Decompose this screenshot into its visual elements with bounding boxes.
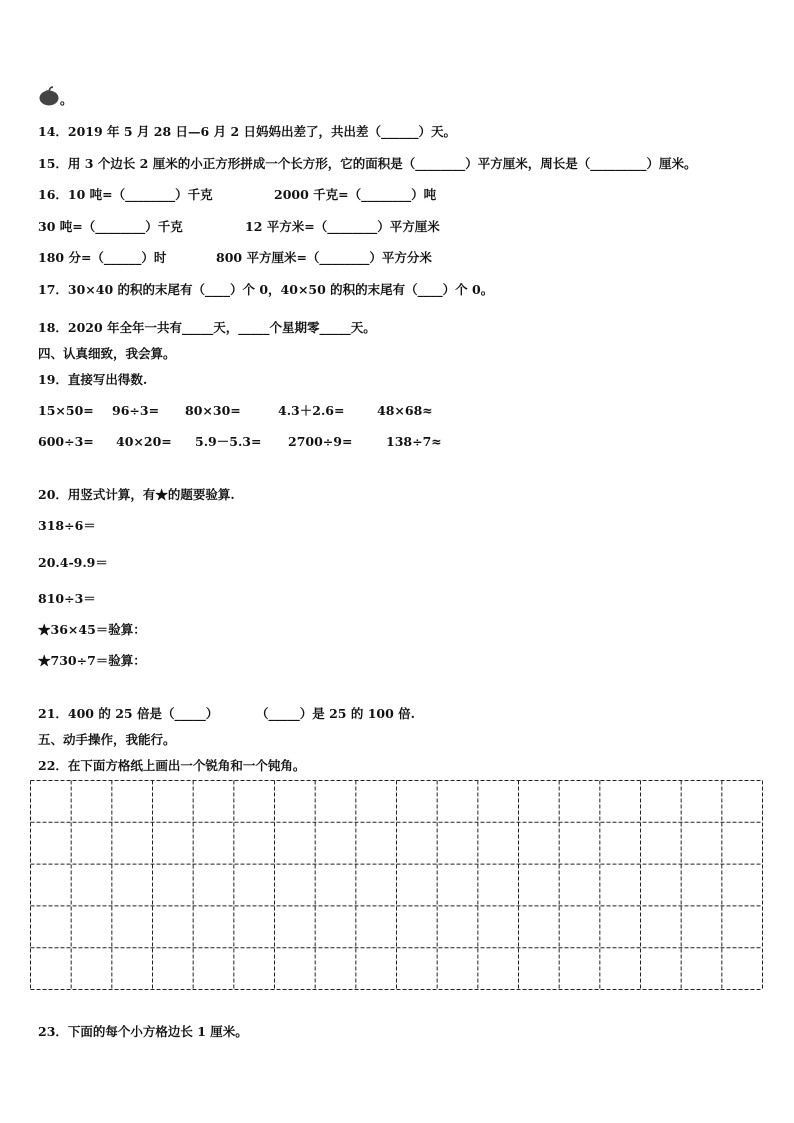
q16-item-5: 180 分=（______）时 xyxy=(38,250,167,265)
question-19-title: 19．直接写出得数. xyxy=(38,372,148,387)
q19-calc: 15×50= xyxy=(38,403,94,418)
q19-calc: 138÷7≈ xyxy=(386,434,442,449)
q20-item: 810÷3＝ xyxy=(38,591,96,606)
q19-calc: 40×20= xyxy=(116,434,172,449)
question-14: 14．2019 年 5 月 28 日—6 月 2 日妈妈出差了，共出差（______）天。 xyxy=(38,124,456,139)
question-21-left: 21．400 的 25 倍是（_____） xyxy=(38,706,219,721)
q19-calc: 4.3＋2.6= xyxy=(278,403,345,418)
q20-item: ★36×45＝验算： xyxy=(38,622,146,637)
question-17: 17．30×40 的积的末尾有（____）个 0，40×50 的积的末尾有（____）个 0。 xyxy=(38,282,494,297)
q16-item-4: 12 平方米=（________）平方厘米 xyxy=(245,219,440,234)
question-21-right: （_____）是 25 的 100 倍. xyxy=(256,706,415,721)
q20-item: 20.4-9.9＝ xyxy=(38,555,108,570)
q20-item: 318÷6＝ xyxy=(38,518,96,533)
q19-calc: 5.9－5.3= xyxy=(195,434,262,449)
q16-item-3: 30 吨=（________）千克 xyxy=(38,219,183,234)
q19-calc: 80×30= xyxy=(185,403,241,418)
question-23: 23．下面的每个小方格边长 1 厘米。 xyxy=(38,1024,248,1039)
intro-text: 。 xyxy=(60,92,73,107)
q19-calc: 2700÷9= xyxy=(288,434,353,449)
question-15: 15．用 3 个边长 2 厘米的小正方形拼成一个长方形，它的面积是（________）平方厘米，周长是（_________）厘米。 xyxy=(38,156,697,171)
q19-calc: 48×68≈ xyxy=(377,403,433,418)
section-4-heading: 四、认真细致，我会算。 xyxy=(38,346,176,361)
q16-item-2: 2000 千克=（________）吨 xyxy=(274,187,437,202)
apple-icon xyxy=(38,86,60,106)
question-18: 18．2020 年全年一共有_____天，_____个星期零_____天。 xyxy=(38,320,376,335)
q19-calc: 96÷3= xyxy=(112,403,160,418)
dashed-grid-paper[interactable] xyxy=(30,780,763,990)
question-20-title: 20．用竖式计算，有★的题要验算. xyxy=(38,487,235,502)
q16-item-6: 800 平方厘米=（________）平方分米 xyxy=(216,250,432,265)
section-5-heading: 五、动手操作，我能行。 xyxy=(38,732,176,747)
question-22: 22．在下面方格纸上画出一个锐角和一个钝角。 xyxy=(38,758,306,773)
q16-item-1: 16．10 吨=（________）千克 xyxy=(38,187,213,202)
q19-calc: 600÷3= xyxy=(38,434,94,449)
q20-item: ★730÷7＝验算： xyxy=(38,653,146,668)
